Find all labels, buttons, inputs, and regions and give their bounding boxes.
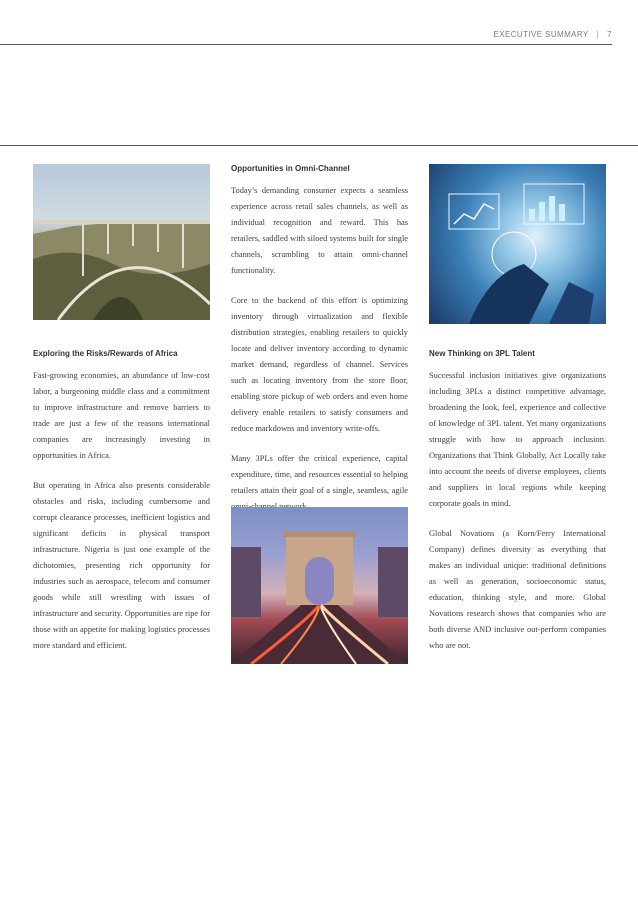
article-paragraph: Fast-growing economies, an abundance of low-cost labor, a burgeoning middle class and a commitment to improve infrastructure and remove barriers to trade are just a few of the reasons international companies are increasingly investing in opportunities in Africa.	[33, 371, 210, 460]
article-paragraph: But operating in Africa also presents considerable obstacles and risks, including cumbersome and corrupt clearance processes, inefficient logistics and significant deficits in physical transport infrastructure. Nigeria is just one example of the dichotomies, presenting rich opportunity for industries such as aerospace, telecom and consumer goods while still wrestling with issues of infrastructure and security. Opportunities are ripe for those with an appetite for making logistics processes more standard and efficient.	[33, 481, 210, 650]
article-paragraph: Successful inclusion initiatives give organizations including 3PLs a distinct competitive advantage, broadening the look, feel, experience and collective of knowledge of 3PL talent. Yet many organizations struggle with how to approach inclusion. Organizations that Think Globally, Act Locally take into account the needs of diverse employees, clients and suppliers in local regions while keeping corporate goals in mind.	[429, 371, 606, 508]
page-number: 7	[607, 30, 612, 39]
article-heading: Opportunities in Omni-Channel	[231, 164, 350, 173]
bridge-photo	[33, 164, 210, 320]
article-heading: Exploring the Risks/Rewards of Africa	[33, 349, 178, 358]
article-paragraph: Core to the backend of this effort is optimizing inventory through virtualization and flexible distribution strategies, enabling retailers to quickly locate and deliver inventory according to dynamic market demand, regardless of channel. Services such as locating inventory from the store floor, enabling store pickup of web orders and even home delivery enable retailers to satisfy consumers and reduce markdowns and inventory write-offs.	[231, 296, 408, 433]
data-visualization-photo	[429, 164, 606, 324]
article-omni-channel	[231, 163, 408, 529]
arc-de-triomphe-photo	[231, 507, 408, 664]
article-paragraph: Today’s demanding consumer expects a seamless experience across retail sales channels, as well as individual recognition and reward. This has retailers, saddled with siloed systems built for single channels, scrambling to attain omni-channel functionality.	[231, 186, 408, 275]
header-separator: |	[596, 30, 600, 39]
article-3pl-talent	[429, 348, 606, 668]
tech-illustration	[429, 164, 606, 324]
article-africa	[33, 348, 210, 668]
running-header	[494, 30, 612, 39]
header-rule	[0, 44, 612, 45]
section-rule	[0, 145, 638, 146]
article-paragraph: Many 3PLs offer the critical experience, capital expenditure, time, and resources essential to helping retailers attain their goal of a single, seamless, agile	[231, 454, 408, 495]
bridge-illustration	[33, 164, 210, 320]
article-paragraph: Global Novations (a Korn/Ferry International Company) defines diversity as everything that makes an individual unique: traditional definitions as well as generation, socioeconomic status, education, thinking style, and more. Global Novations research shows that companies who are both diverse AND inclusive out-perform companies who are not.	[429, 529, 606, 650]
section-title: EXECUTIVE SUMMARY	[493, 30, 589, 39]
article-heading: New Thinking on 3PL Talent	[429, 349, 535, 358]
city-illustration	[231, 507, 408, 664]
